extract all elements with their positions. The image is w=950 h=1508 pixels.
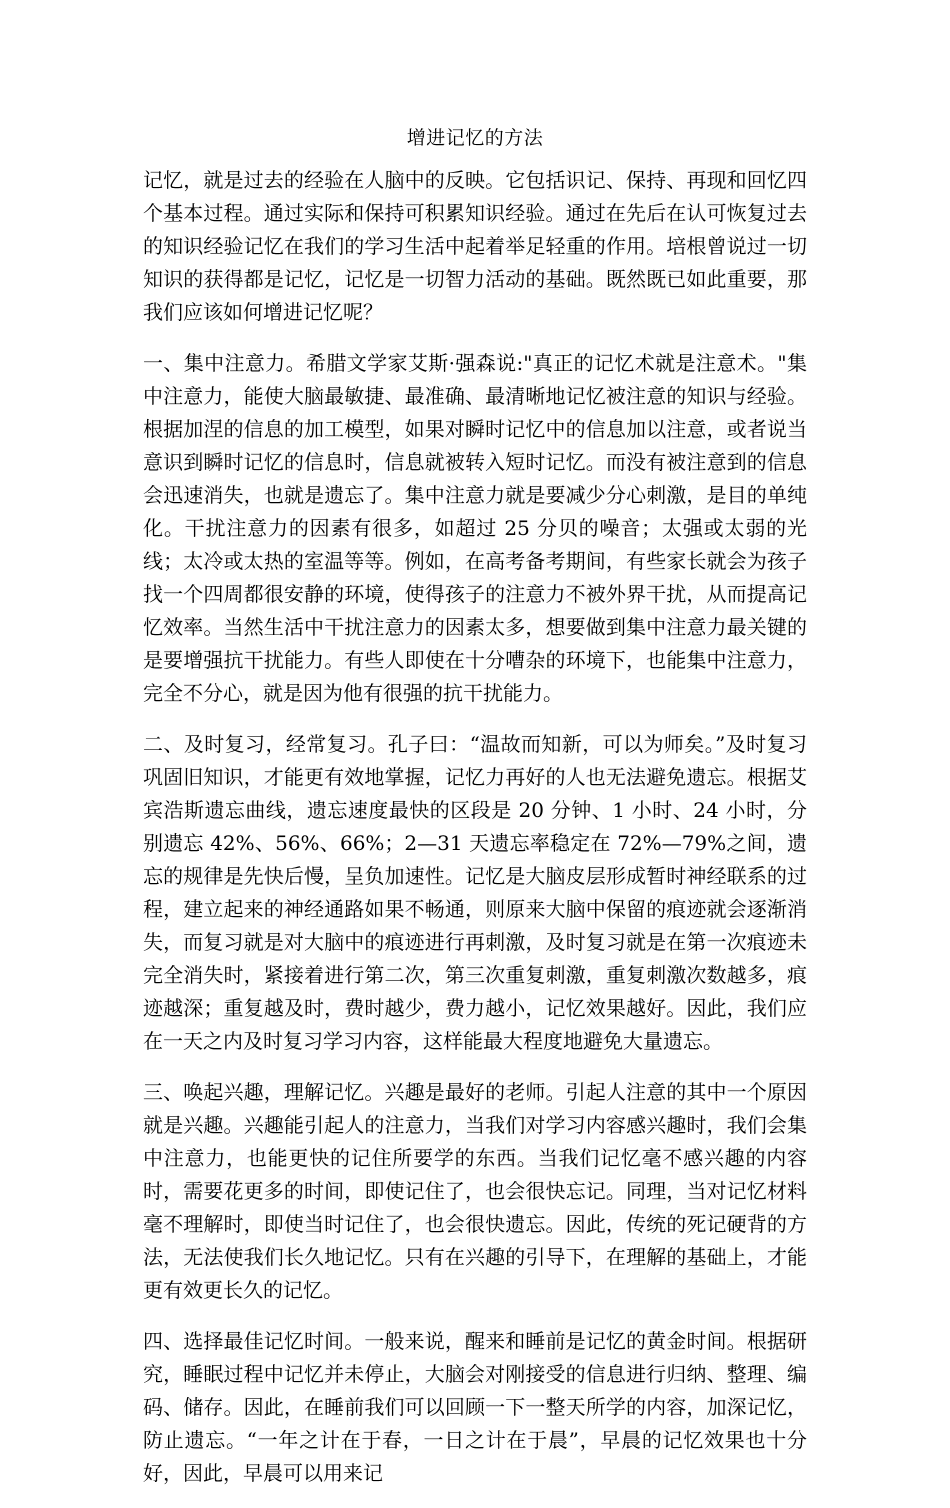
paragraph-attention: 一、集中注意力。希腊文学家艾斯·强森说:"真正的记忆术就是注意术。"集中注意力，能使大脑最敏捷、最准确、最清晰地记忆被注意的知识与经验。根据加涅的信息的加工模型，如果对瞬时记忆中的信息加以注意，或者说当意识到瞬时记忆的信息时，信息就被转入短时记忆。而没有被注意到的信息会迅速消失，也就是遗忘了。集中注意力就是要减少分心刺激，是目的单纯化。干扰注意力的因素有很多，如超过 25 分贝的噪音；太强或太弱的光线；太冷或太热的室温等等。例如，在高考备考期间，有些家长就会为孩子找一个四周都很安静的环境，使得孩子的注意力不被外界干扰，从而提高记忆效率。当然生活中干扰注意力的因素太多，想要做到集中注意力最关键的是要增强抗干扰能力。有些人即使在十分嘈杂的环境下，也能集中注意力，完全不分心，就是因为他有很强的抗干扰能力。 — [143, 351, 807, 705]
document-title: 增进记忆的方法 — [406, 127, 544, 149]
paragraph-intro: 记忆，就是过去的经验在人脑中的反映。它包括识记、保持、再现和回忆四个基本过程。通过实际和保持可积累知识经验。通过在先后在认可恢复过去的知识经验记忆在我们的学习生活中起着举足轻重的作用。培根曾说过一切知识的获得都是记忆，记忆是一切智力活动的基础。既然既已如此重要，那我们应该如何增进记忆呢？ — [143, 168, 807, 324]
document-body — [143, 164, 807, 1508]
paragraph-review: 二、及时复习，经常复习。孔子曰：“温故而知新，可以为师矣。”及时复习巩固旧知识，才能更有效地掌握，记忆力再好的人也无法避免遗忘。根据艾宾浩斯遗忘曲线，遗忘速度最快的区段是 20 分钟、1 小时、24 小时，分别遗忘 42%、56%、66%；2—31 天遗忘率稳定在 72%—79%之间，遗忘的规律是先快后慢，呈负加速性。记忆是大脑皮层形成暂时神经联系的过程，建立起来的神经通路如果不畅通，则原来大脑中保留的痕迹就会逐渐消失，而复习就是对大脑中的痕迹进行再刺激，及时复习就是在第一次痕迹未完全消失时，紧接着进行第二次，第三次重复刺激，重复刺激次数越多，痕迹越深；重复越及时，费时越少，费力越小，记忆效果越好。因此，我们应在一天之内及时复习学习内容，这样能最大程度地避免大量遗忘。 — [143, 732, 807, 1053]
paragraph-interest: 三、唤起兴趣，理解记忆。兴趣是最好的老师。引起人注意的其中一个原因就是兴趣。兴趣能引起人的注意力，当我们对学习内容感兴趣时，我们会集中注意力，也能更快的记住所要学的东西。当我们记忆毫不感兴趣的内容时，需要花更多的时间，即使记住了，也会很快忘记。同理，当对记忆材料毫不理解时，即使当时记住了，也会很快遗忘。因此，传统的死记硬背的方法，无法使我们长久地记忆。只有在兴趣的引导下，在理解的基础上，才能更有效更长久的记忆。 — [143, 1080, 807, 1302]
paragraph-timing: 四、选择最佳记忆时间。一般来说，醒来和睡前是记忆的黄金时间。根据研究，睡眠过程中记忆并未停止，大脑会对刚接受的信息进行归纳、整理、编码、储存。因此，在睡前我们可以回顾一下一整天所学的内容，加深记忆，防止遗忘。“一年之计在于春，一日之计在于晨”，早晨的记忆效果也十分好，因此，早晨可以用来记 — [143, 1329, 807, 1485]
